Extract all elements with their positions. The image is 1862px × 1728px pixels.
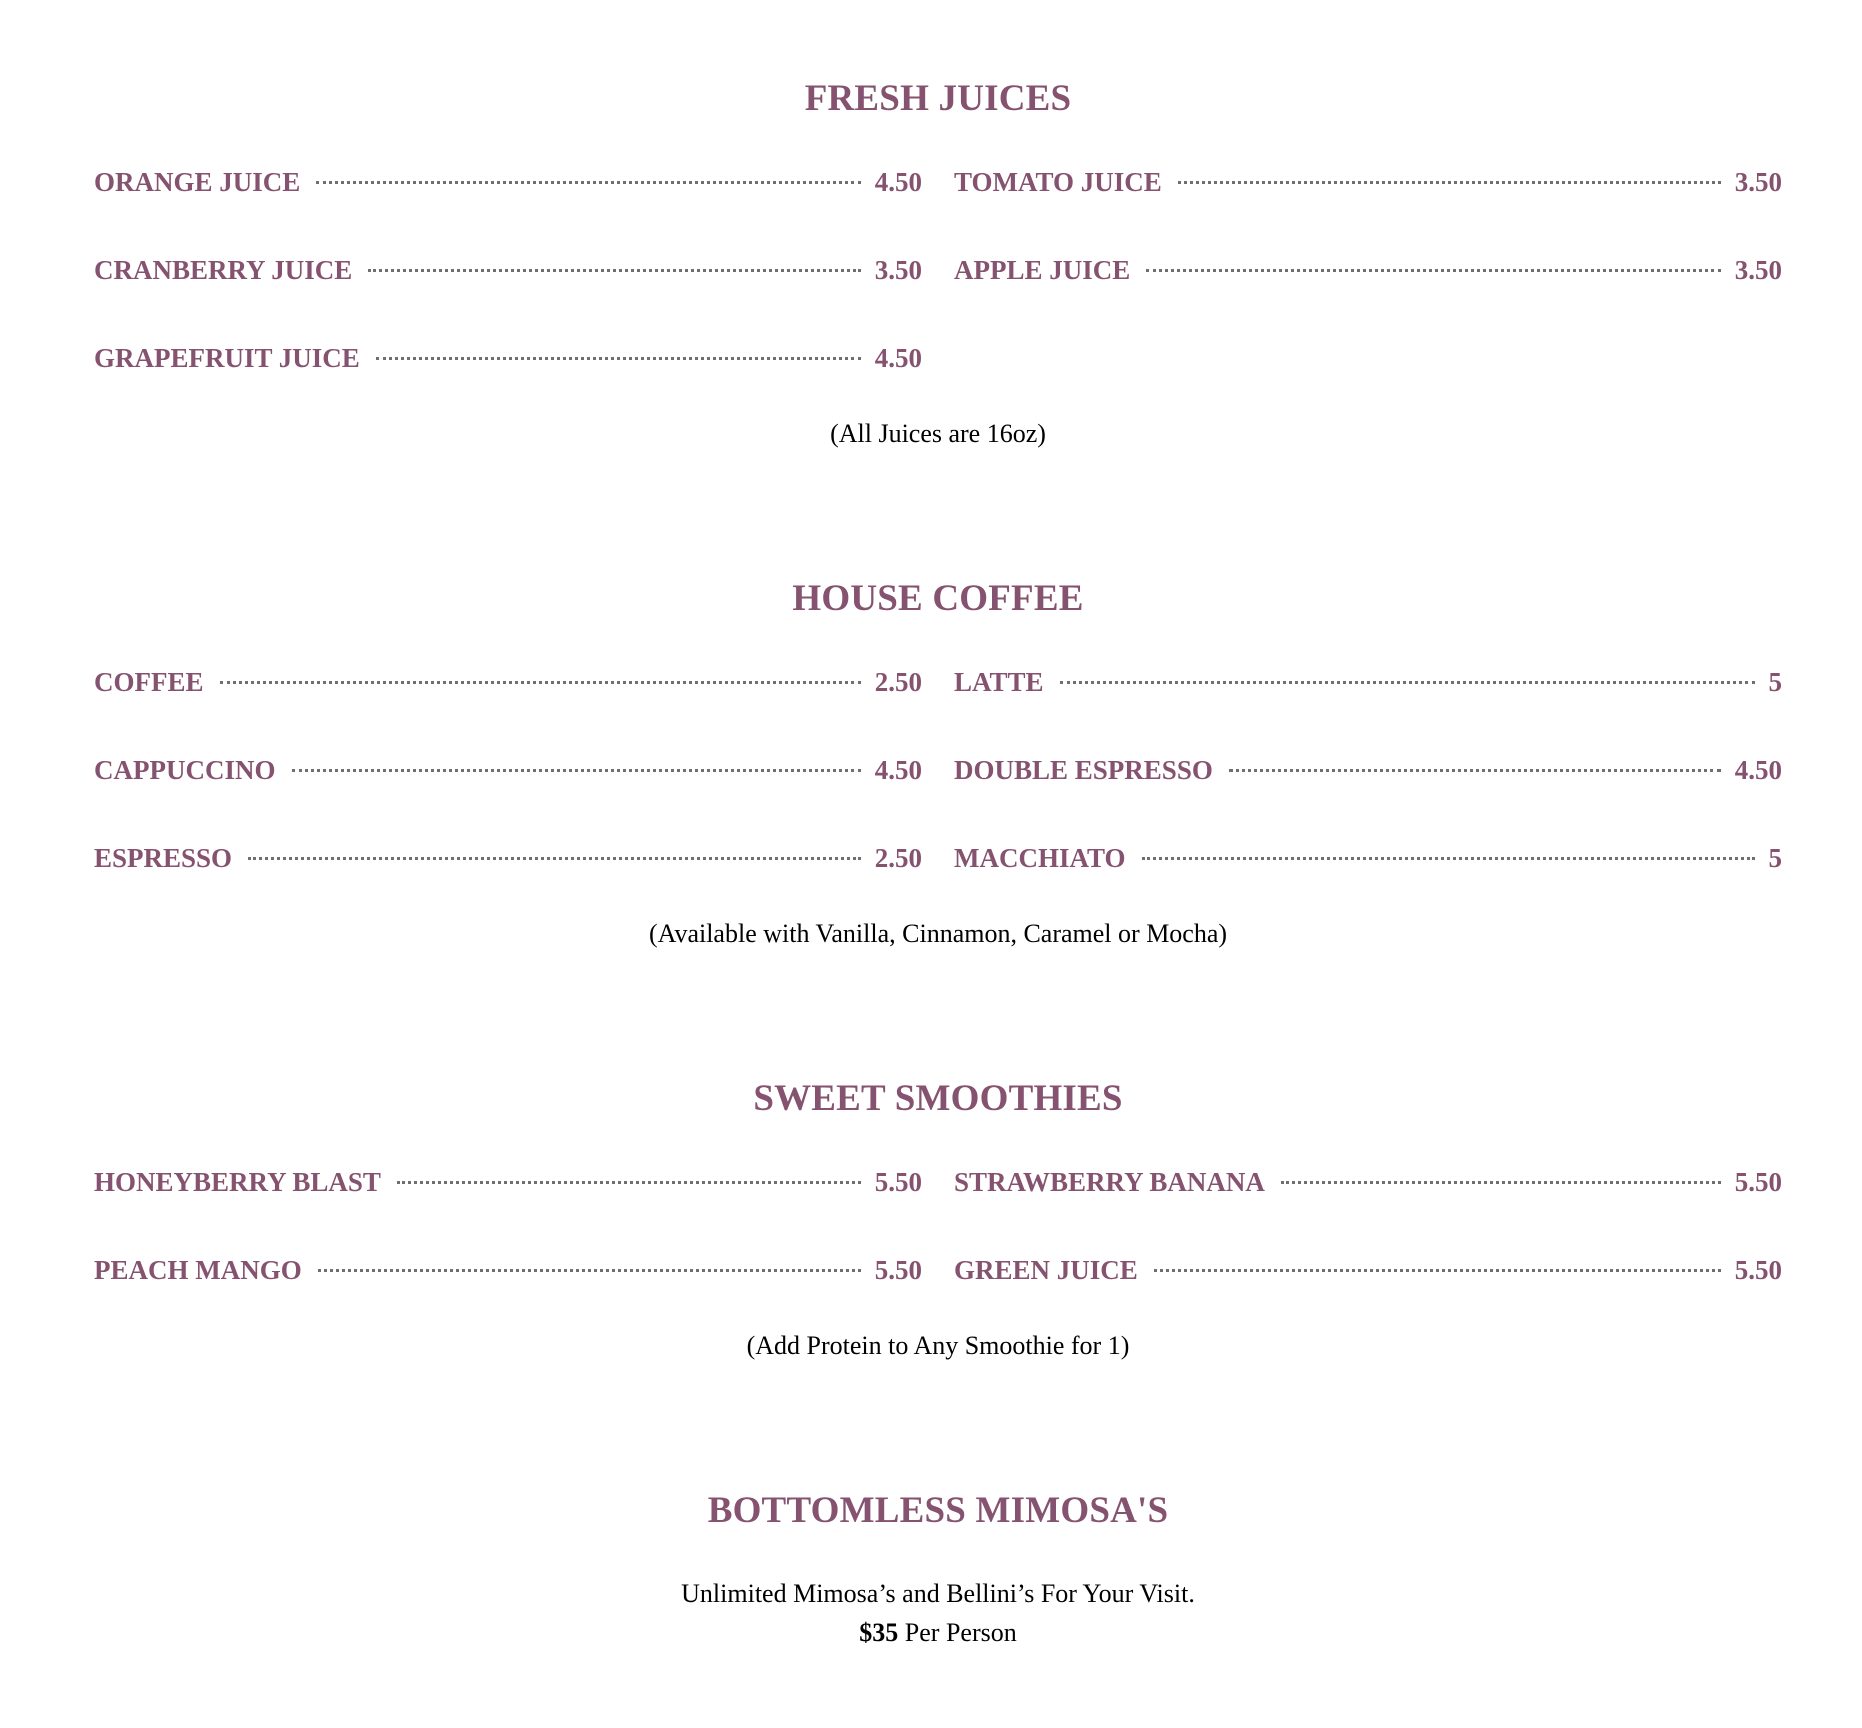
dot-leader [1154,1269,1721,1272]
item-price: 5.50 [874,1255,922,1285]
section-title-fresh-juices: FRESH JUICES [804,78,1072,119]
menu-item-macchiato [954,845,1782,872]
dot-leader [1146,269,1720,272]
item-price: 3.50 [1734,167,1782,197]
menu-item-tomato-juice [954,169,1782,196]
section-title-house-coffee: HOUSE COFFEE [792,578,1084,619]
dot-leader [1142,857,1755,860]
item-price: 4.50 [874,167,922,197]
item-name: CRANBERRY JUICE [94,255,353,285]
menu-item-double-espresso [954,757,1782,784]
mimosa-price: $35 [859,1618,899,1647]
item-price: 2.50 [874,667,922,697]
item-price: 5.50 [1734,1167,1782,1197]
menu-item-grapefruit-juice [94,345,922,372]
item-price: 3.50 [874,255,922,285]
dot-leader [248,857,861,860]
item-name: GREEN JUICE [954,1255,1138,1285]
menu-item-espresso [94,845,922,872]
item-price: 2.50 [874,843,922,873]
menu-item-green-juice [954,1257,1782,1284]
menu-item-coffee [94,669,922,696]
menu-item-latte [954,669,1782,696]
mimosa-price-line [94,1620,1782,1646]
item-name: APPLE JUICE [954,255,1131,285]
item-price: 4.50 [874,755,922,785]
menu-item-honeyberry-blast [94,1169,922,1196]
dot-leader [1281,1181,1721,1184]
menu-item-peach-mango [94,1257,922,1284]
dot-leader [1229,769,1721,772]
menu-item-cranberry-juice [94,257,922,284]
item-name: PEACH MANGO [94,1255,302,1285]
section-note-juices: (All Juices are 16oz) [830,419,1046,448]
dot-leader [376,357,861,360]
item-price: 4.50 [1734,755,1782,785]
section-note-coffee: (Available with Vanilla, Cinnamon, Caramel or Mocha) [648,919,1228,948]
item-price: 5.50 [1734,1255,1782,1285]
menu-item-strawberry-banana [954,1169,1782,1196]
dot-leader [220,681,861,684]
item-name: ORANGE JUICE [94,167,301,197]
item-name: ESPRESSO [94,843,233,873]
menu-item-apple-juice [954,257,1782,284]
dot-leader [397,1181,861,1184]
item-name: DOUBLE ESPRESSO [954,755,1213,785]
mimosa-description: Unlimited Mimosa’s and Bellini’s For Your Visit. [681,1579,1195,1608]
item-name: COFFEE [94,667,204,697]
menu-item-cappuccino [94,757,922,784]
item-name: TOMATO JUICE [954,167,1162,197]
item-name: MACCHIATO [954,843,1126,873]
item-price: 4.50 [874,343,922,373]
dot-leader [1178,181,1721,184]
item-name: STRAWBERRY BANANA [954,1167,1265,1197]
menu-item-orange-juice [94,169,922,196]
item-name: GRAPEFRUIT JUICE [94,343,360,373]
item-price: 5.50 [874,1167,922,1197]
section-title-bottomless-mimosas: BOTTOMLESS MIMOSA'S [707,1490,1169,1531]
dot-leader [318,1269,861,1272]
section-note-smoothies: (Add Protein to Any Smoothie for 1) [746,1331,1130,1360]
item-price: 3.50 [1734,255,1782,285]
item-price: 5 [1768,843,1782,873]
dot-leader [292,769,861,772]
dot-leader [1060,681,1755,684]
item-name: CAPPUCCINO [94,755,276,785]
item-price: 5 [1768,667,1782,697]
dot-leader [368,269,860,272]
dot-leader [316,181,860,184]
section-title-sweet-smoothies: SWEET SMOOTHIES [753,1078,1123,1119]
item-name: HONEYBERRY BLAST [94,1167,381,1197]
mimosa-price-suffix: Per Person [904,1618,1017,1647]
item-name: LATTE [954,667,1044,697]
